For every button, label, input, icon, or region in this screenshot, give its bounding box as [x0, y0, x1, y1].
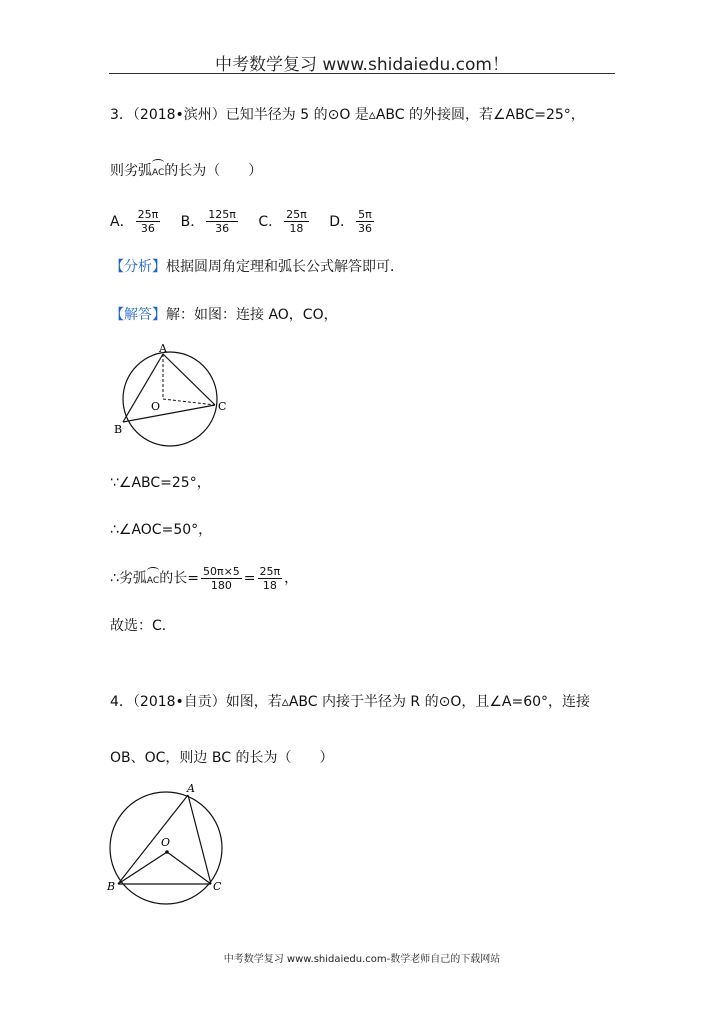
q4-side-ac	[188, 795, 211, 884]
option-c[interactable]	[258, 208, 315, 235]
step3-post: ，	[284, 570, 299, 587]
q3-step3	[110, 565, 298, 592]
q3-label-o: O	[151, 400, 161, 413]
option-d[interactable]	[329, 208, 376, 235]
step3-arc-ac: AC	[147, 571, 159, 591]
q4-figure	[104, 782, 234, 912]
q4-center-dot	[165, 850, 169, 854]
option-a-label: A．	[110, 213, 134, 230]
option-b[interactable]	[180, 208, 245, 235]
q3-stem-line2	[110, 161, 262, 183]
q3-radius-oc	[163, 399, 215, 405]
q4-label-o: O	[161, 836, 171, 849]
q3-label-a: A	[159, 342, 167, 355]
q3-figure	[112, 342, 232, 454]
q3-answer	[110, 305, 338, 325]
answer-tag: 【解答】	[110, 307, 166, 323]
answer-text: 解：如图：连接 AO，CO，	[166, 307, 338, 323]
header-divider	[109, 73, 615, 74]
q3-label-b: B	[114, 423, 123, 436]
q3-choice: 故选：C．	[110, 618, 176, 634]
step3-mid: 的长=	[159, 570, 199, 587]
q3-arc-ac: AC	[152, 163, 164, 183]
analysis-tag: 【分析】	[110, 259, 166, 275]
q3-step2: ∴∠AOC=50°，	[110, 522, 213, 538]
option-d-fraction: $\frac{5\pi}{36}$	[357, 208, 372, 235]
q3-analysis	[110, 257, 404, 277]
q4-stem-line2: OB、OC，则边 BC 的长为（ ）	[110, 750, 334, 766]
page-footer: 中考数学复习 www.shidaiedu.com-数学老师自己的下载网站	[223, 954, 501, 965]
q4-label-b: B	[107, 880, 116, 893]
option-b-label: B．	[180, 213, 205, 230]
option-c-label: C．	[258, 213, 283, 230]
option-a[interactable]	[110, 208, 167, 235]
q3-options	[110, 208, 376, 235]
q3-stem-post: 的长为（ ）	[164, 163, 263, 179]
option-a-fraction: $\frac{25\pi}{36}$	[137, 208, 159, 235]
q3-side-bc	[123, 405, 215, 422]
step3-fraction-1: $\frac{50\pi\times 5}{180}$	[202, 565, 240, 592]
q4-label-c: C	[213, 880, 222, 893]
q4-label-a: A	[187, 782, 195, 795]
q3-label-c: C	[218, 400, 227, 413]
q3-side-ac	[163, 354, 215, 405]
step3-eq: =	[243, 570, 256, 587]
q3-step1: ∵∠ABC=25°，	[110, 475, 211, 491]
analysis-text: 根据圆周角定理和弧长公式解答即可．	[166, 259, 404, 275]
step3-pre: ∴劣弧	[110, 570, 147, 587]
q3-stem-line1: 3．（2018•滨州）已知半径为 5 的⊙O 是▵ABC 的外接圆，若∠ABC=25°，	[110, 107, 585, 123]
q4-stem-line1: 4．（2018•自贡）如图，若▵ABC 内接于半径为 R 的⊙O，且∠A=60°，连接	[110, 694, 591, 710]
option-d-label: D．	[329, 213, 354, 230]
page-header: 中考数学复习 www.shidaiedu.com！	[215, 55, 509, 75]
q4-side-ab	[118, 795, 188, 884]
q4-radius-ob	[118, 852, 167, 884]
q3-stem-pre: 则劣弧	[110, 163, 152, 179]
option-c-fraction: $\frac{25\pi}{18}$	[286, 208, 307, 235]
step3-fraction-2: $\frac{25\pi}{18}$	[259, 565, 281, 592]
option-b-fraction: $\frac{125\pi}{36}$	[208, 208, 236, 235]
